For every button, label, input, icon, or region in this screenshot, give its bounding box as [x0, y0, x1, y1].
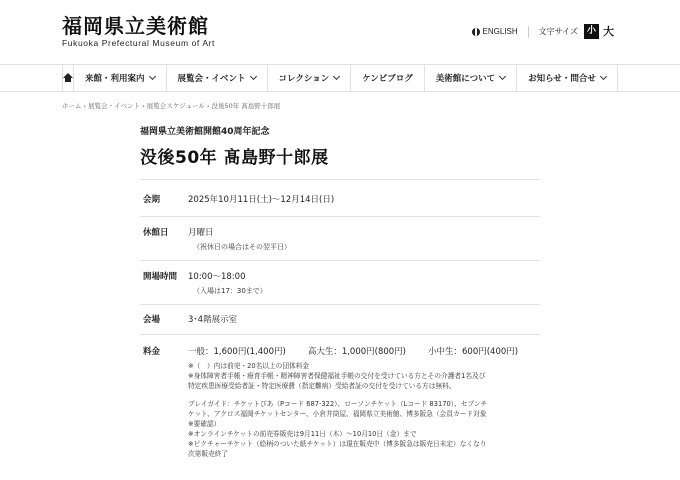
nav-item-label: 美術館について	[435, 73, 496, 84]
detail-label: 休館日	[143, 228, 169, 238]
nav-item-about[interactable]	[425, 64, 517, 91]
chevron-down-icon	[249, 72, 256, 79]
detail-value: 10:00〜18:00	[188, 272, 246, 282]
price-elementary: 小中生：600円(400円)	[428, 347, 519, 357]
breadcrumb-separator: ›	[83, 102, 87, 110]
detail-value: 3･4階展示室	[188, 315, 238, 325]
price-general: 一般：1,600円(1,400円)	[188, 347, 286, 357]
nav-item-visit[interactable]	[74, 64, 167, 91]
breadcrumb-link-home[interactable]: ホーム	[62, 102, 82, 110]
global-nav	[62, 64, 616, 91]
detail-label: 会場	[143, 315, 161, 325]
nav-item-exhibitions[interactable]	[167, 64, 268, 91]
nav-item-label: お知らせ・問合せ	[528, 73, 596, 84]
font-size-large-button[interactable]: 大	[603, 25, 614, 38]
detail-label: 会期	[143, 195, 161, 205]
nav-item-label: 来館・利用案内	[85, 73, 145, 84]
logo-japanese: 福岡県立美術館	[62, 14, 209, 38]
detail-label: 開場時間	[143, 272, 178, 282]
fee-note: ※（ ）内は前売・20名以上の団体料金	[188, 362, 310, 370]
fee-note: 特定疾患医療受給者証・特定医療費（指定難病）受給者証の交付を受けている方は無料。	[188, 382, 456, 390]
globe-icon	[472, 28, 480, 36]
detail-label: 料金	[143, 347, 161, 357]
font-size-label: 文字サイズ	[538, 27, 578, 36]
chevron-down-icon	[499, 72, 506, 79]
header-utilities	[472, 24, 617, 39]
site-header	[0, 0, 680, 65]
playguide-note: ケット、アクロス福岡チケットセンター、小倉井筒屋、福岡県立美術館、博多阪急（会員カード対象	[188, 410, 487, 418]
nav-item-label: コレクション	[278, 73, 330, 84]
breadcrumb-separator: ›	[206, 102, 210, 110]
detail-row-fee	[140, 334, 540, 480]
nav-item-collection[interactable]	[268, 64, 352, 91]
chevron-down-icon	[600, 72, 607, 79]
nav-item-news-contact[interactable]	[517, 64, 618, 91]
fee-block	[188, 345, 540, 459]
site-logo[interactable]	[62, 15, 215, 48]
detail-value-block	[188, 226, 291, 252]
logo-english: Fukuoka Prefectural Museum of Art	[62, 38, 216, 48]
home-icon	[63, 73, 73, 82]
detail-value: 月曜日	[188, 228, 214, 238]
divider	[528, 26, 529, 38]
breadcrumb-link-schedule[interactable]: 展覧会スケジュール	[146, 102, 205, 110]
chevron-down-icon	[333, 72, 340, 79]
price-highschool: 高大生：1,000円(800円)	[307, 347, 407, 357]
playguide-note: ※ピクチャーチケット（絵柄のついた紙チケット）は現在販売中（博多阪急は販売日未定）なくなり	[188, 440, 487, 448]
font-size-small-button[interactable]: 小	[584, 24, 599, 39]
detail-row-hours	[140, 260, 540, 305]
detail-row-period	[140, 181, 540, 217]
nav-home[interactable]	[63, 64, 74, 91]
price-list	[188, 345, 540, 357]
breadcrumb	[62, 101, 280, 110]
playguide-note: 次第販売終了	[188, 450, 229, 458]
playguide-note: プレイガイド：チケットぴあ（Pコード 687-322）、ローソンチケット（Lコード 83170）、セブンチ	[188, 400, 488, 408]
playguide-note: ※オンラインチケットの前売券販売は9月11日（木）〜10月10日（金）まで	[188, 430, 417, 438]
exhibition-heading	[140, 124, 540, 180]
playguide-note: ※要確認）	[188, 420, 221, 428]
nav-item-label: ケンビブログ	[362, 73, 413, 84]
detail-row-closed	[140, 216, 540, 261]
fee-note: ※身体障害者手帳・療育手帳・精神障害者保健福祉手帳の交付を受けている方とその介護者1名及び	[188, 372, 486, 380]
english-link-label: ENGLISH	[482, 27, 518, 36]
breadcrumb-link-exhibitions[interactable]: 展覧会・イベント	[88, 102, 141, 110]
breadcrumb-separator: ›	[142, 102, 145, 110]
nav-item-blog[interactable]	[351, 64, 425, 91]
exhibition-subtitle: 福岡県立美術館開館40周年記念	[140, 127, 270, 137]
nav-item-label: 展覧会・イベント	[177, 73, 246, 84]
detail-value-block	[188, 270, 267, 296]
detail-row-venue	[140, 304, 540, 335]
divider	[140, 179, 540, 180]
page-title: 没後50年 髙島野十郎展	[140, 148, 329, 168]
detail-note: （入場は17：30まで）	[193, 287, 267, 295]
english-link[interactable]	[472, 27, 518, 36]
detail-value: 2025年10月11日(土)〜12月14日(日)	[188, 195, 335, 205]
chevron-down-icon	[148, 72, 155, 79]
detail-note: （祝休日の場合はその翌平日）	[193, 243, 291, 251]
breadcrumb-current: 没後50年 髙島野十郎展	[211, 102, 281, 110]
